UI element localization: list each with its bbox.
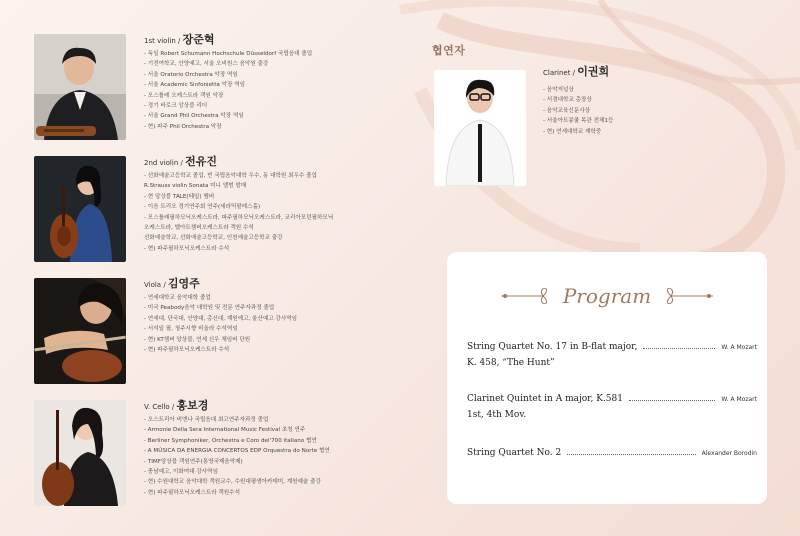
career-item: - A MÚSICA DA ENERGIA CONCERTOS EDP Orquestra do Norte 협연 xyxy=(144,448,330,455)
career-item: - 현) 수원대학교 음악대학 객원교수, 수원대평생아카데미, 계원예술 출강 xyxy=(144,479,321,486)
performer-photo xyxy=(34,34,126,140)
performer-role: 2nd violin / 전유진 xyxy=(144,155,217,168)
career-item: - 현) 파주필하모닉오케스트라 수석 xyxy=(144,245,230,252)
career-item: - 현) KT챔버 앙상블, 연세 신우 체임버 단원 xyxy=(144,336,251,343)
career-item: - 서울아트콩쿨 목관 전체1등 xyxy=(543,118,614,125)
guest-role: Clarinet / 이권희 xyxy=(543,65,610,78)
career-item: - 서울 Grand Phil Orchestra 악장 역임 xyxy=(144,113,244,120)
career-item: - 서울 Academic Sinfonietta 악장 역임 xyxy=(144,82,246,89)
career-item: - 현) 파주필하모닉오케스트라 객원수석 xyxy=(144,489,240,496)
guest-photo xyxy=(434,70,526,186)
performer-name: 장준혁 xyxy=(182,33,215,46)
career-list xyxy=(144,415,384,498)
piece-title: Clarinet Quintet in A major, K.581 xyxy=(467,394,623,404)
piece-subtitle: 1st, 4th Mov. xyxy=(467,410,527,420)
career-item: - 연세대, 단국대, 안양대, 총신대, 계원예고, 울산예고 강사역임 xyxy=(144,315,298,322)
career-item: - 모스틀레필하모닉오케스트라, 파주필하모닉오케스트라, 코리아모던필하모닉 xyxy=(144,214,334,221)
career-item: - 음악교육신문사상 xyxy=(543,107,591,114)
career-item: - 현) 연세대학교 재학중 xyxy=(543,128,602,135)
career-item: - 충남예고, 이화여대 강사역임 xyxy=(144,469,218,476)
career-item: - 현) 파주 Phil Orchestra 악장 xyxy=(144,123,222,130)
career-item: - 선화예술고등학교 졸업, 빈 국립음악대학 우수, 동 대학원 최우수 졸업 xyxy=(144,173,317,179)
career-item: - 서울 Oratorio Orchestra 악장 역임 xyxy=(144,71,238,78)
career-item: - 현 앙상블 TALE(테일) 멤버 xyxy=(144,193,215,200)
career-item: - 오스트리아 비엔나 국립음대 최고연주자과정 졸업 xyxy=(144,417,269,423)
career-item: 오케스트라, 밸아트챔버오케스트라 객원 수석 xyxy=(144,225,254,232)
piece-composer: W. A Mozart xyxy=(721,343,757,351)
career-item: - 독일 Robert Schumann Hochschule Düsseldorf 국립음대 졸업 xyxy=(144,51,313,57)
performer-photo xyxy=(34,278,126,384)
career-item: - 서석일 필, 청주시향 비올라 수석역임 xyxy=(144,326,238,333)
performer-role: 1st violin / 장준혁 xyxy=(144,33,215,46)
performer-role: V. Cello / 홍보경 xyxy=(144,399,209,412)
career-item: 선화예술학교, 선화예술고등학교, 인천예술고등학교 출강 xyxy=(144,235,283,242)
piece-title: String Quartet No. 17 in B-flat major, xyxy=(467,342,638,352)
career-item: - 현) 파주필하모닉오케스트라 수석 xyxy=(144,347,230,354)
flourish-left-icon xyxy=(499,288,551,304)
performer-role: Viola / 김영주 xyxy=(144,277,200,290)
performer-photo xyxy=(34,400,126,506)
performer-photo xyxy=(34,156,126,262)
career-list xyxy=(144,49,384,132)
flourish-right-icon xyxy=(663,288,715,304)
career-item: - 연세대학교 음악대학 졸업 xyxy=(144,295,211,301)
career-item: - TIMF앙상블 객원연주(통영국제음악제) xyxy=(144,458,243,465)
career-item: - 기전여학교, 안양예고, 서울 오비원스 음악원 출강 xyxy=(144,61,269,68)
career-item: - 경기 바로크 앙상블 리더 xyxy=(144,103,208,110)
program-piece xyxy=(467,394,757,420)
program-card xyxy=(447,252,767,504)
career-item: - Berliner Symphoniker, Orchestra e Coro del'700 italiano 협연 xyxy=(144,437,317,444)
career-item: - 미국 Peabody음악 대학원 및 전문 연주자과정 졸업 xyxy=(144,305,275,312)
leader-dots xyxy=(643,348,715,349)
career-list xyxy=(144,171,384,254)
leader-dots xyxy=(629,400,715,401)
career-item: - 서경대학교 총장상 xyxy=(543,97,592,104)
performer-name: 전유진 xyxy=(185,155,217,168)
guest-info xyxy=(543,66,723,137)
guest-heading: 협연자 xyxy=(432,44,466,57)
career-item: - 모스틀레 오케스트라 객원 악장 xyxy=(144,92,224,99)
program-title: Program xyxy=(562,284,652,308)
career-item: R.Strauss violin Sonata 미니 앨범 발매 xyxy=(144,183,247,190)
performer-1st-violin xyxy=(34,34,374,142)
career-list xyxy=(144,293,384,355)
performer-name: 김영주 xyxy=(167,277,200,290)
program-piece xyxy=(467,448,757,458)
career-item: - 이음 트리오 정기연주회 연주(세라믹팔레스홀) xyxy=(144,204,261,211)
performer-name: 홍보경 xyxy=(176,399,209,412)
performer-viola xyxy=(34,278,374,386)
piece-title: String Quartet No. 2 xyxy=(467,448,562,458)
program-header xyxy=(447,278,767,314)
guest-name: 이권희 xyxy=(577,65,610,78)
piece-composer: W. A Mozart xyxy=(721,395,757,403)
career-item: - 음악저널상 xyxy=(543,87,574,93)
performer-2nd-violin xyxy=(34,156,374,264)
program-piece xyxy=(467,342,757,368)
career-item: - Armonie Della Sera International Music Festival 초청 연주 xyxy=(144,427,306,434)
performer-cello xyxy=(34,400,374,508)
piece-composer: Alexander Borodin xyxy=(701,449,757,457)
guest-career-list xyxy=(543,85,723,137)
piece-subtitle: K. 458, “The Hunt” xyxy=(467,358,555,368)
leader-dots xyxy=(567,454,695,455)
